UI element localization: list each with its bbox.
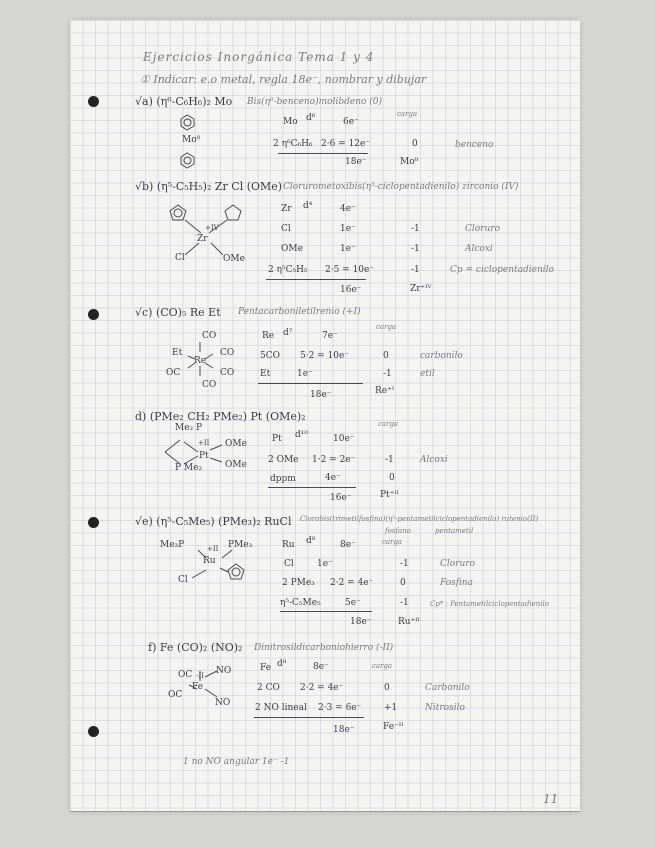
carga-label: carga	[382, 538, 403, 546]
table-cell: d⁴	[303, 201, 313, 211]
table-cell: Pt	[272, 434, 282, 444]
table-cell: -1	[411, 265, 420, 275]
exercise-a-name: Bis(η⁶-benceno)molibdeno (0)	[247, 97, 383, 107]
footnote: 1 no NO angular 1e⁻ -1	[183, 757, 290, 767]
table-cell: 5·2 = 10e⁻	[300, 351, 350, 361]
exercise-c-ligand: CO	[220, 348, 235, 358]
exercise-c-metal: Re	[194, 356, 207, 366]
table-cell: Mo	[283, 117, 298, 127]
carga-label: carga	[397, 110, 418, 118]
exercise-b-metal: Zr	[197, 234, 208, 244]
carga-label: carga	[378, 420, 399, 428]
table-cell: d⁶	[306, 113, 316, 123]
exercise-f-formula: f) Fe (CO)₂ (NO)₂	[148, 641, 243, 654]
binder-hole	[88, 517, 99, 528]
table-cell: 1e⁻	[340, 224, 356, 234]
table-cell: 8e⁻	[340, 540, 356, 550]
table-cell: Et	[260, 369, 271, 379]
carga-label: carga	[372, 662, 393, 670]
table-cell: 2 η⁵C₅H₅	[268, 265, 308, 275]
table-cell: 16e⁻	[330, 493, 352, 503]
name-annotation: fosfano	[385, 527, 411, 535]
table-cell: Cl	[284, 559, 294, 569]
exercise-a-formula: √a) (η⁶-C₆H₆)₂ Mo	[135, 95, 233, 108]
table-cell: 6e⁻	[343, 117, 359, 127]
exercise-d-phosphine: Me₂ P	[175, 423, 203, 433]
exercise-d-metal: Pt	[199, 451, 209, 461]
table-cell: 0	[389, 473, 395, 483]
exercise-e-ligand: Cl	[178, 575, 188, 585]
table-cell: d¹⁰	[295, 430, 308, 440]
table-cell: Cl	[281, 224, 291, 234]
table-cell: -1	[400, 559, 409, 569]
table-cell: Ru	[282, 540, 295, 550]
sum-rule	[266, 279, 366, 280]
table-cell: 2·6 = 12e⁻	[321, 139, 371, 149]
table-cell: 4e⁻	[325, 473, 341, 483]
table-cell: -1	[385, 455, 394, 465]
name-annotation: pentametil	[435, 527, 474, 535]
table-cell: Cp* : Pentametilciclopentadienilo	[430, 600, 549, 608]
table-cell: -1	[383, 369, 392, 379]
exercise-e-formula: √e) (η⁵-C₅Me₅) (PMe₃)₂ RuCl	[135, 515, 292, 528]
table-cell: 1e⁻	[297, 369, 313, 379]
exercise-d-formula: d) (PMe₂ CH₂ PMe₂) Pt (OMe)₂	[135, 410, 306, 423]
table-cell: 2 OMe	[268, 455, 299, 465]
table-cell: Cp = ciclopentadienilo	[450, 265, 554, 275]
table-cell: 18e⁻	[333, 725, 355, 735]
table-cell: d⁸	[306, 536, 316, 546]
table-cell: Alcoxi	[420, 455, 448, 465]
exercise-d-ligand: OMe	[225, 460, 247, 470]
table-cell: Pt⁺ᴵᴵ	[380, 490, 399, 500]
table-cell: benceno	[455, 140, 494, 150]
table-cell: 7e⁻	[322, 331, 338, 341]
exercise-e-name: Clorobis(trimetilfosfina)(η⁵-pentametilciclopentadienilo) rutenio(II)	[300, 515, 539, 523]
table-cell: 4e⁻	[340, 204, 356, 214]
exercise-c-ligand: Et	[172, 348, 183, 358]
table-cell: Fe	[260, 663, 272, 673]
exercise-d-phosphine: P Me₂	[175, 463, 203, 473]
exercise-b-oxidation: +IV	[205, 224, 219, 232]
table-cell: 2 η⁶C₆H₆	[273, 139, 313, 149]
exercise-f-name: Dinitrosildicarboniohierro (-II)	[254, 643, 394, 653]
table-cell: 2·5 = 10e⁻	[325, 265, 375, 275]
table-cell: d⁸	[277, 659, 287, 669]
exercise-f-ligand: OC	[168, 690, 183, 700]
sum-rule	[268, 487, 356, 488]
table-cell: Carbonilo	[425, 683, 470, 693]
table-cell: Fe⁻ᴵᴵ	[383, 722, 404, 732]
table-cell: dppm	[270, 474, 296, 484]
table-cell: 0	[384, 683, 390, 693]
exercise-b-ligand: Cl	[175, 253, 185, 263]
exercise-c-ligand: CO	[220, 368, 235, 378]
exercise-b-name: Clorurometoxibis(η⁵-ciclopentadienilo) zirconio (IV)	[283, 182, 519, 192]
page-header: Ejercicios Inorgánica Tema 1 y 4	[143, 50, 375, 64]
carga-label: carga	[376, 323, 397, 331]
page-number: 11	[543, 792, 559, 806]
exercise-c-ligand: OC	[166, 368, 181, 378]
table-cell: 2 NO lineal	[255, 703, 307, 713]
table-cell: 5e⁻	[345, 598, 361, 608]
table-cell: η⁵-C₅Me₅	[280, 598, 321, 608]
exercise-f-ligand: NO	[215, 698, 231, 708]
exercise-e-metal: Ru	[203, 556, 216, 566]
table-cell: 2·2 = 4e⁻	[300, 683, 344, 693]
exercise-c-ligand: CO	[202, 331, 217, 341]
exercise-f-oxidation: -II	[196, 672, 204, 680]
table-cell: 5CO	[260, 351, 280, 361]
exercise-f-ligand: NO	[216, 666, 232, 676]
exercise-f-metal: Fe	[192, 682, 204, 692]
exercise-a-metal: Mo⁰	[182, 135, 201, 145]
table-cell: 0	[383, 351, 389, 361]
table-cell: -1	[400, 598, 409, 608]
exercise-b-ligand: OMe	[223, 254, 245, 264]
sum-rule	[254, 717, 364, 718]
exercise-f-ligand: OC	[178, 670, 193, 680]
sum-rule	[258, 383, 363, 384]
table-cell: Zr⁺ᴵⱽ	[410, 284, 432, 294]
table-cell: Cloruro	[440, 559, 476, 569]
table-cell: Cloruro	[465, 224, 501, 234]
table-cell: 10e⁻	[333, 434, 355, 444]
table-cell: Nitrosilo	[425, 703, 465, 713]
binder-hole	[88, 96, 99, 107]
table-cell: 16e⁻	[340, 285, 362, 295]
exercise-e-phosphine: Me₃P	[160, 540, 185, 550]
table-cell: 1e⁻	[340, 244, 356, 254]
table-cell: Re⁺ᴵ	[375, 386, 395, 396]
exercise-b-formula: √b) (η⁵-C₅H₅)₂ Zr Cl (OMe)	[135, 180, 283, 193]
table-cell: Mo⁰	[400, 157, 419, 167]
table-cell: -1	[411, 244, 420, 254]
table-cell: OMe	[281, 244, 303, 254]
table-cell: Fosfina	[440, 578, 473, 588]
table-cell: Zr	[281, 204, 292, 214]
table-cell: Alcoxi	[465, 244, 493, 254]
table-cell: 18e⁻	[310, 390, 332, 400]
table-cell: 2 CO	[257, 683, 280, 693]
table-cell: 0	[400, 578, 406, 588]
table-cell: 8e⁻	[313, 662, 329, 672]
table-cell: d⁷	[283, 328, 293, 338]
sum-rule	[280, 611, 372, 612]
table-cell: 1e⁻	[317, 559, 333, 569]
sum-rule	[278, 153, 368, 154]
table-cell: 2·2 = 4e⁻	[330, 578, 374, 588]
instruction-line: ① Indicar: e.o metal, regla 18e⁻, nombrar y dibujar	[140, 73, 427, 86]
table-cell: etil	[420, 369, 435, 379]
table-cell: carbonilo	[420, 351, 463, 361]
exercise-d-ligand: OMe	[225, 439, 247, 449]
table-cell: +1	[384, 703, 398, 713]
table-cell: 2·3 = 6e⁻	[318, 703, 362, 713]
table-cell: -1	[411, 224, 420, 234]
table-cell: 2 PMe₃	[282, 578, 315, 588]
exercise-c-ligand: CO	[202, 380, 217, 390]
binder-hole	[88, 726, 99, 737]
table-cell: 18e⁻	[345, 157, 367, 167]
sheet-bottom-edge	[70, 811, 580, 812]
table-cell: Ru⁺ᴵᴵ	[398, 617, 420, 627]
exercise-e-phosphine: PMe₃	[228, 540, 253, 550]
table-cell: 0	[412, 139, 418, 149]
binder-hole	[88, 309, 99, 320]
table-cell: 1·2 = 2e⁻	[312, 455, 356, 465]
exercise-c-name: Pentacarboniletilrenio (+I)	[238, 307, 361, 317]
table-cell: Re	[262, 331, 275, 341]
exercise-e-oxidation: +II	[207, 545, 219, 553]
table-cell: 18e⁻	[350, 617, 372, 627]
exercise-d-oxidation: +II	[198, 439, 210, 447]
exercise-c-formula: √c) (CO)₅ Re Et	[135, 306, 221, 319]
